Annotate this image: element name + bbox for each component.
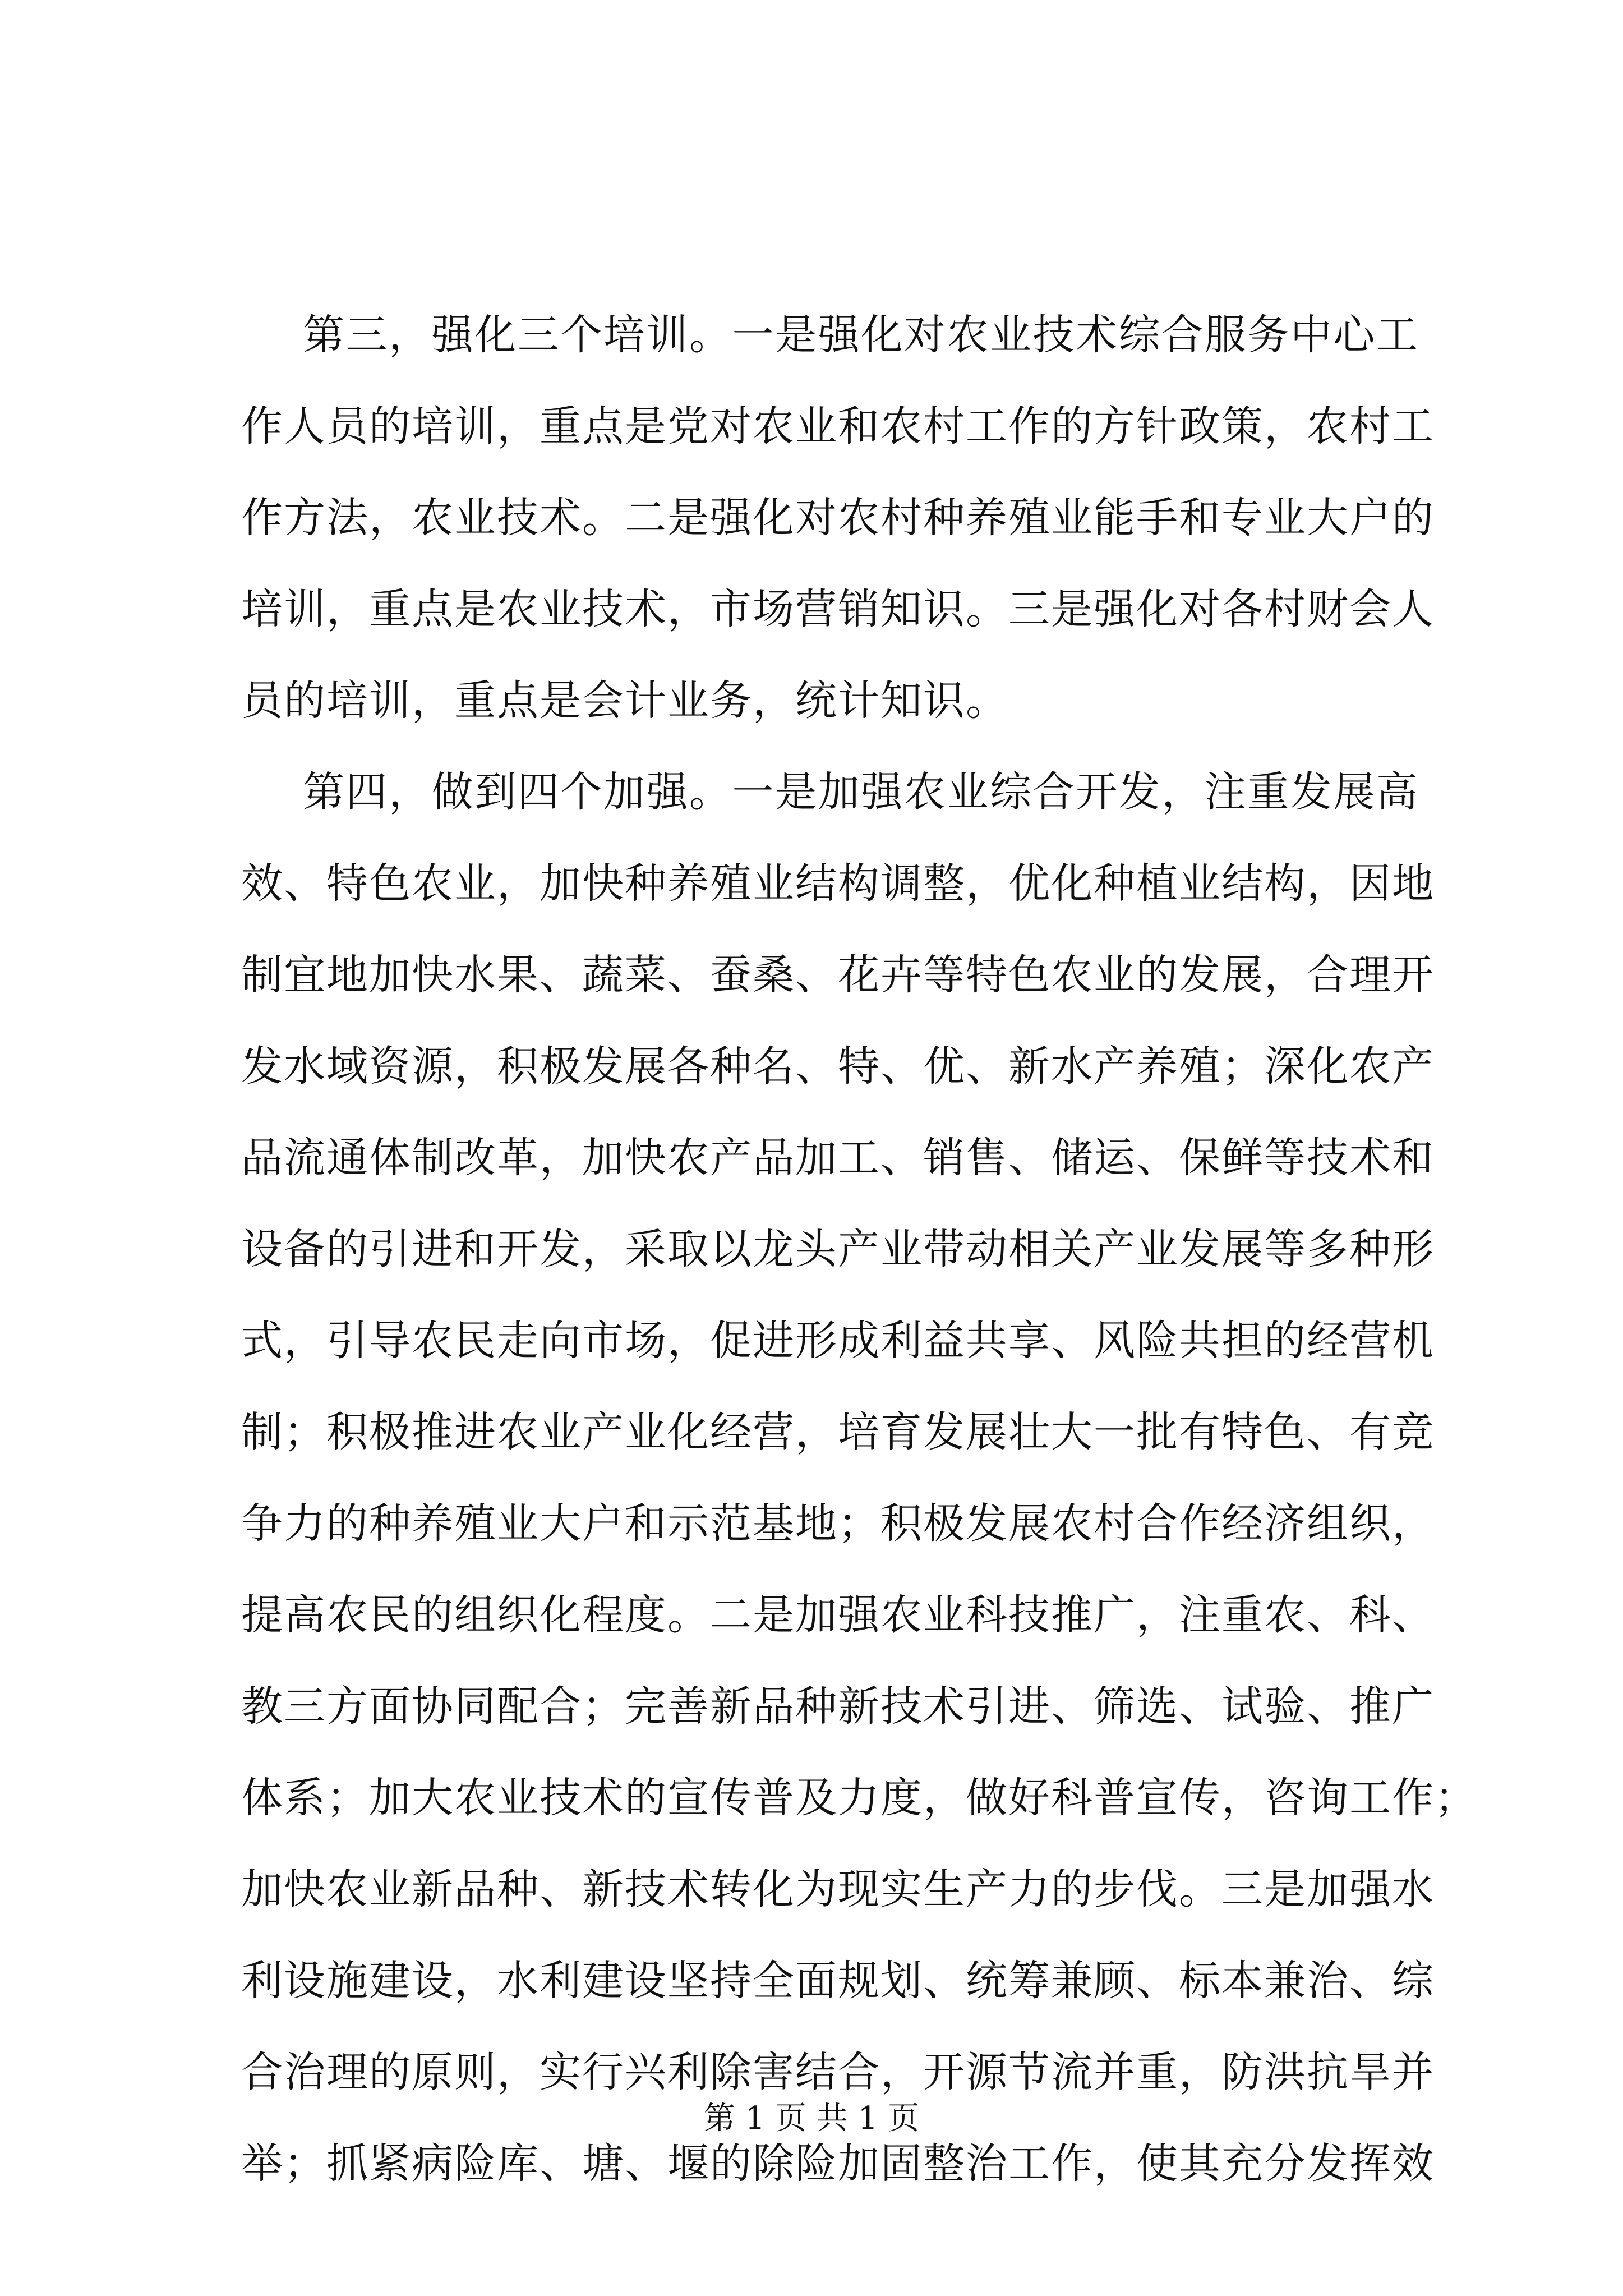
paragraph-line: 发水域资源，积极发展各种名、特、优、新水产养殖；深化农产: [241, 1042, 1435, 1091]
paragraph-line: 作方法，农业技术。二是强化对农村种养殖业能手和专业大户的: [241, 494, 1435, 542]
paragraph-strengthening: [241, 747, 1477, 2210]
paragraph-line: 设备的引进和开发，采取以龙头产业带动相关产业发展等多种形: [241, 1225, 1435, 1273]
paragraph-line: 利设施建设，水利建设坚持全面规划、统筹兼顾、标本兼治、综: [241, 1957, 1435, 2005]
paragraph-line: 争力的种养殖业大户和示范基地；积极发展农村合作经济组织，: [241, 1499, 1435, 1548]
paragraph-line: 加快农业新品种、新技术转化为现实生产力的步伐。三是加强水: [241, 1865, 1435, 1913]
paragraph-line: 第三，强化三个培训。一是强化对农业技术综合服务中心工: [303, 311, 1419, 359]
paragraph-line: 品流通体制改革，加快农产品加工、销售、储运、保鲜等技术和: [241, 1134, 1435, 1182]
paragraph-line: 教三方面协同配合；完善新品种新技术引进、筛选、试验、推广: [241, 1682, 1435, 1731]
paragraph-training: [241, 289, 1435, 747]
paragraph-line: 举；抓紧病险库、塘、堰的除险加固整治工作，使其充分发挥效: [241, 2139, 1435, 2188]
paragraph-line: 作人员的培训，重点是党对农业和农村工作的方针政策，农村工: [241, 402, 1435, 450]
page-number-label: 第 1 页 共 1 页: [703, 2100, 920, 2137]
page-footer: [0, 2096, 1623, 2141]
paragraph-line: 提高农民的组织化程度。二是加强农业科技推广，注重农、科、: [241, 1591, 1435, 1639]
document-body: [241, 289, 1477, 2210]
paragraph-line: 制宜地加快水果、蔬菜、蚕桑、花卉等特色农业的发展，合理开: [241, 951, 1435, 999]
paragraph-line: 培训，重点是农业技术，市场营销知识。三是强化对各村财会人: [241, 585, 1435, 633]
paragraph-line: 合治理的原则，实行兴利除害结合，开源节流并重，防洪抗旱并: [241, 2048, 1435, 2096]
paragraph-line: 式，引导农民走向市场，促进形成利益共享、风险共担的经营机: [241, 1317, 1435, 1365]
paragraph-line: 制；积极推进农业产业化经营，培育发展壮大一批有特色、有竞: [241, 1408, 1435, 1456]
paragraph-line: 第四，做到四个加强。一是加强农业综合开发，注重发展高: [303, 768, 1419, 816]
paragraph-line: 员的培训，重点是会计业务，统计知识。: [241, 677, 1008, 725]
paragraph-line: 体系；加大农业技术的宣传普及力度，做好科普宣传，咨询工作；: [241, 1774, 1477, 1822]
paragraph-line: 效、特色农业，加快种养殖业结构调整，优化种植业结构，因地: [241, 859, 1435, 908]
